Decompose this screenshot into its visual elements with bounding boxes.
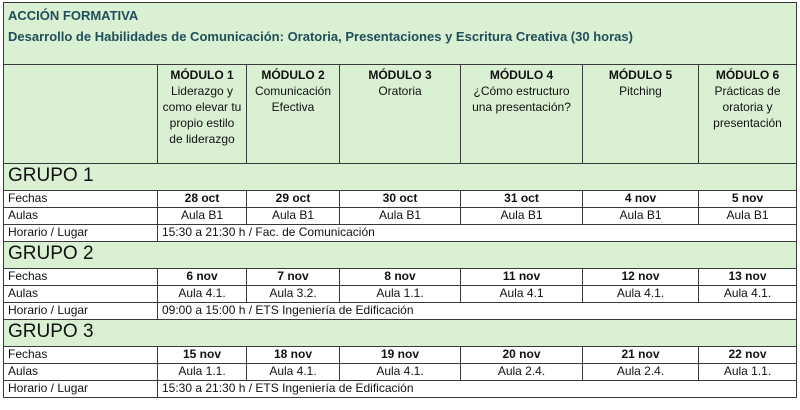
schedule-row <box>4 303 797 320</box>
row-label: Horario / Lugar <box>4 225 158 242</box>
room-cell: Aula 1.1. <box>340 286 461 303</box>
group-header-row <box>4 164 797 191</box>
room-cell: Aula 4.1 <box>461 286 583 303</box>
module-name: Comunicación Efectiva <box>254 84 332 114</box>
module-name: Oratoria <box>378 84 422 98</box>
date-cell: 20 nov <box>461 347 583 364</box>
row-label: Fechas <box>4 191 158 208</box>
rooms-row <box>4 208 797 225</box>
room-cell: Aula 4.1. <box>247 364 340 381</box>
date-cell: 18 nov <box>247 347 340 364</box>
date-cell: 5 nov <box>699 191 797 208</box>
rooms-row <box>4 286 797 303</box>
room-cell: Aula 4.1. <box>699 286 797 303</box>
group-title: GRUPO 2 <box>4 242 797 269</box>
row-label: Aulas <box>4 208 158 225</box>
date-cell: 12 nov <box>583 269 699 286</box>
room-cell: Aula B1 <box>583 208 699 225</box>
date-cell: 13 nov <box>699 269 797 286</box>
group-title: GRUPO 1 <box>4 164 797 191</box>
room-cell: Aula 1.1. <box>158 364 247 381</box>
row-label: Horario / Lugar <box>4 303 158 320</box>
dates-row <box>4 269 797 286</box>
date-cell: 29 oct <box>247 191 340 208</box>
group-header-row <box>4 320 797 347</box>
date-cell: 28 oct <box>158 191 247 208</box>
date-cell: 7 nov <box>247 269 340 286</box>
group-title: GRUPO 3 <box>4 320 797 347</box>
date-cell: 22 nov <box>699 347 797 364</box>
date-cell: 31 oct <box>461 191 583 208</box>
module-cell <box>340 65 461 164</box>
module-number: MÓDULO 4 <box>489 68 554 82</box>
module-cell <box>461 65 583 164</box>
schedule-cell: 15:30 a 21:30 h / ETS Ingeniería de Edificación <box>158 381 797 398</box>
row-label: Fechas <box>4 269 158 286</box>
date-cell: 6 nov <box>158 269 247 286</box>
module-cell <box>583 65 699 164</box>
module-number: MÓDULO 3 <box>368 68 432 82</box>
module-cell <box>247 65 340 164</box>
group-header-row <box>4 242 797 269</box>
header-label: ACCIÓN FORMATIVA <box>8 8 139 23</box>
module-name: ¿Cómo estructuro una presentación? <box>472 84 571 114</box>
schedule-cell: 09:00 a 15:00 h / ETS Ingeniería de Edificación <box>158 303 797 320</box>
module-name: Prácticas de oratoria y presentación <box>713 84 782 130</box>
dates-row <box>4 191 797 208</box>
schedule-sheet <box>3 2 796 398</box>
row-label: Horario / Lugar <box>4 381 158 398</box>
row-label: Fechas <box>4 347 158 364</box>
room-cell: Aula B1 <box>158 208 247 225</box>
module-name: Liderazgo y como elevar tu propio estilo de liderazgo <box>162 84 242 146</box>
room-cell: Aula 3.2. <box>247 286 340 303</box>
module-number: MÓDULO 2 <box>261 68 325 82</box>
module-number: MÓDULO 1 <box>170 68 234 82</box>
dates-row <box>4 347 797 364</box>
rooms-row <box>4 364 797 381</box>
date-cell: 21 nov <box>583 347 699 364</box>
date-cell: 4 nov <box>583 191 699 208</box>
room-cell: Aula 2.4. <box>461 364 583 381</box>
module-cell <box>158 65 247 164</box>
schedule-table <box>3 2 797 398</box>
course-title: Desarrollo de Habilidades de Comunicación: Oratoria, Presentaciones y Escritura Creativa (30 horas) <box>8 29 633 44</box>
date-cell: 15 nov <box>158 347 247 364</box>
room-cell: Aula B1 <box>461 208 583 225</box>
modules-blank-cell <box>4 65 158 164</box>
row-label: Aulas <box>4 286 158 303</box>
room-cell: Aula 4.1. <box>583 286 699 303</box>
room-cell: Aula 4.1. <box>340 364 461 381</box>
schedule-row <box>4 225 797 242</box>
modules-row <box>4 65 797 164</box>
date-cell: 30 oct <box>340 191 461 208</box>
room-cell: Aula 2.4. <box>583 364 699 381</box>
module-number: MÓDULO 6 <box>715 68 780 82</box>
module-cell <box>699 65 797 164</box>
room-cell: Aula B1 <box>340 208 461 225</box>
module-name: Pitching <box>619 84 662 98</box>
module-number: MÓDULO 5 <box>608 68 673 82</box>
room-cell: Aula 4.1. <box>158 286 247 303</box>
header-cell <box>4 3 797 65</box>
room-cell: Aula 1.1. <box>699 364 797 381</box>
date-cell: 11 nov <box>461 269 583 286</box>
schedule-row <box>4 381 797 398</box>
row-label: Aulas <box>4 364 158 381</box>
date-cell: 19 nov <box>340 347 461 364</box>
header-row <box>4 3 797 65</box>
date-cell: 8 nov <box>340 269 461 286</box>
room-cell: Aula B1 <box>699 208 797 225</box>
schedule-cell: 15:30 a 21:30 h / Fac. de Comunicación <box>158 225 797 242</box>
room-cell: Aula B1 <box>247 208 340 225</box>
